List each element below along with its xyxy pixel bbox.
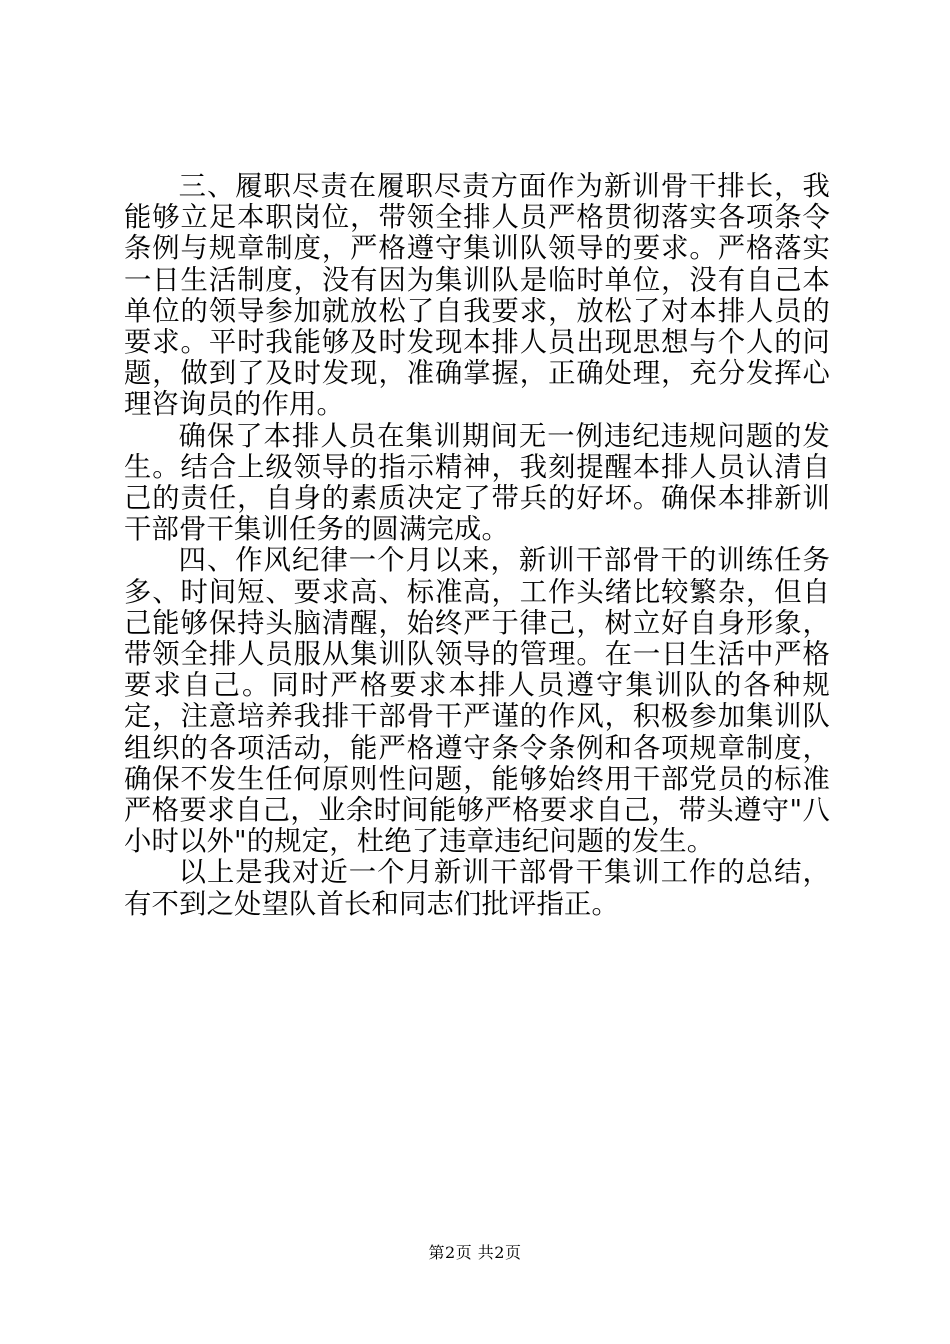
page-number-footer: 第2页 共2页 [428,1243,522,1262]
paragraph-discipline-result: 确保了本排人员在集训期间无一例违纪违规问题的发生。结合上级领导的指示精神，我刻提醒本排人员认清自己的责任，自身的素质决定了带兵的好坏。确保本排新训干部骨干集训任务的圆满完成。 [124,420,830,546]
document-body [124,171,830,920]
paragraph-style-discipline: 四、作风纪律一个月以来，新训干部骨干的训练任务多、时间短、要求高、标准高，工作头绪比较繁杂，但自己能够保持头脑清醒，始终严于律己，树立好自身形象，带领全排人员服从集训队领导的管理。在一日生活中严格要求自己。同时严格要求本排人员遵守集训队的各种规定，注意培养我排干部骨干严谨的作风，积极参加集训队组织的各项活动，能严格遵守条令条例和各项规章制度，确保不发生任何原则性问题，能够始终用干部党员的标准严格要求自己，业余时间能够严格要求自己，带头遵守"八小时以外"的规定，杜绝了违章违纪问题的发生。 [124,545,830,858]
paragraph-conclusion: 以上是我对近一个月新训干部骨干集训工作的总结，有不到之处望队首长和同志们批评指正。 [124,857,830,920]
paragraph-duty: 三、履职尽责在履职尽责方面作为新训骨干排长，我能够立足本职岗位，带领全排人员严格贯彻落实各项条令条例与规章制度，严格遵守集训队领导的要求。严格落实一日生活制度，没有因为集训队是临时单位，没有自己本单位的领导参加就放松了自我要求，放松了对本排人员的要求。平时我能够及时发现本排人员出现思想与个人的问题，做到了及时发现，准确掌握，正确处理，充分发挥心理咨询员的作用。 [124,171,830,421]
